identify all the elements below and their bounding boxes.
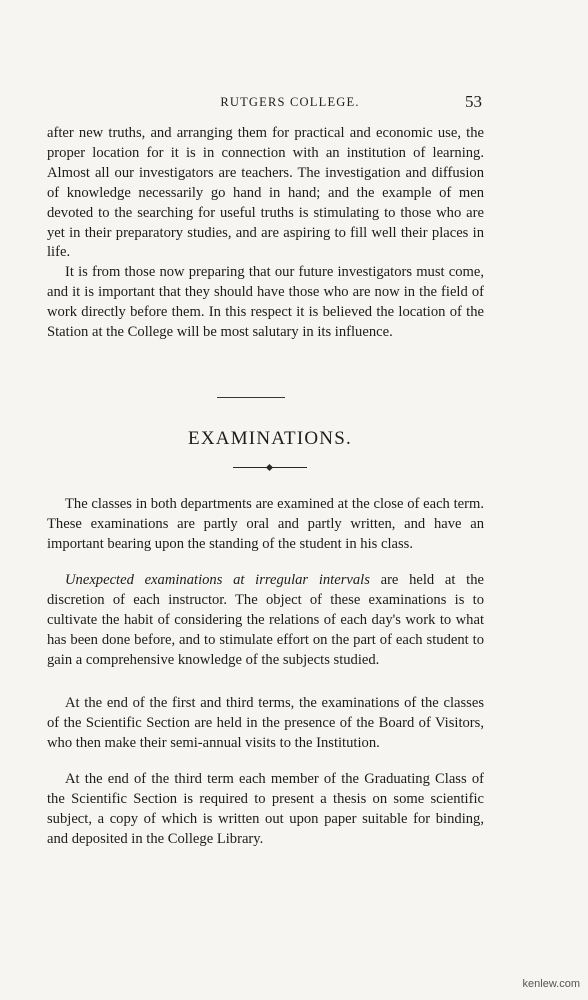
- italic-phrase: Unexpected examinations at irregular intervals: [65, 572, 370, 588]
- paragraph-board-of-visitors: At the end of the first and third terms, the examinations of the classes of the Scientific Section are held in the presence of the Board of Visitors, who then make their semi-annual visits to the Institution.: [47, 695, 484, 751]
- paragraph-text: are held at the discretion of each instructor. The object of these examinations is to cultivate the habit of considering the relations of each day's work to what has been done before, and to stimulate effort on the part of each student to gain a comprehensive knowledge of the subjects studied.: [47, 572, 484, 668]
- paragraph-investigators: It is from those now preparing that our future investigators must come, and it is important that they should have those who are now in the field of work directly before them. In this respect it is believed the location of the Station at the College will be most salutary in its influence.: [47, 264, 484, 340]
- paragraph-thesis: At the end of the third term each member of the Graduating Class of the Scientific Section is required to present a thesis on some scientific subject, a copy of which is written out upon paper suitable for binding, and deposited in the College Library.: [47, 771, 484, 847]
- ornament-diamond: [266, 464, 273, 471]
- paragraph-continued: after new truths, and arranging them for practical and economic use, the proper location for it is in connection with an institution of learning. Almost all our investigators are teachers. The investigation and diffusion of knowledge necessarily go hand in hand; and the example of men devoted to the searching for useful truths is stimulating to those who are yet in their preparatory studies, and are aspiring to fill well their places in life.: [47, 125, 484, 261]
- watermark: kenlew.com: [522, 978, 580, 990]
- paragraph-classes-examined: The classes in both departments are examined at the close of each term. These examinations are partly oral and partly written, and have an important bearing upon the standing of the student in his class.: [47, 496, 484, 552]
- page-number: 53: [465, 92, 482, 111]
- running-title: RUTGERS COLLEGE.: [220, 95, 360, 109]
- section-divider-rule: [217, 397, 285, 398]
- heading-ornament: [233, 466, 307, 470]
- page-header: [0, 92, 588, 114]
- section-heading: EXAMINATIONS.: [188, 428, 352, 449]
- paragraph-unexpected-examinations: [47, 571, 484, 671]
